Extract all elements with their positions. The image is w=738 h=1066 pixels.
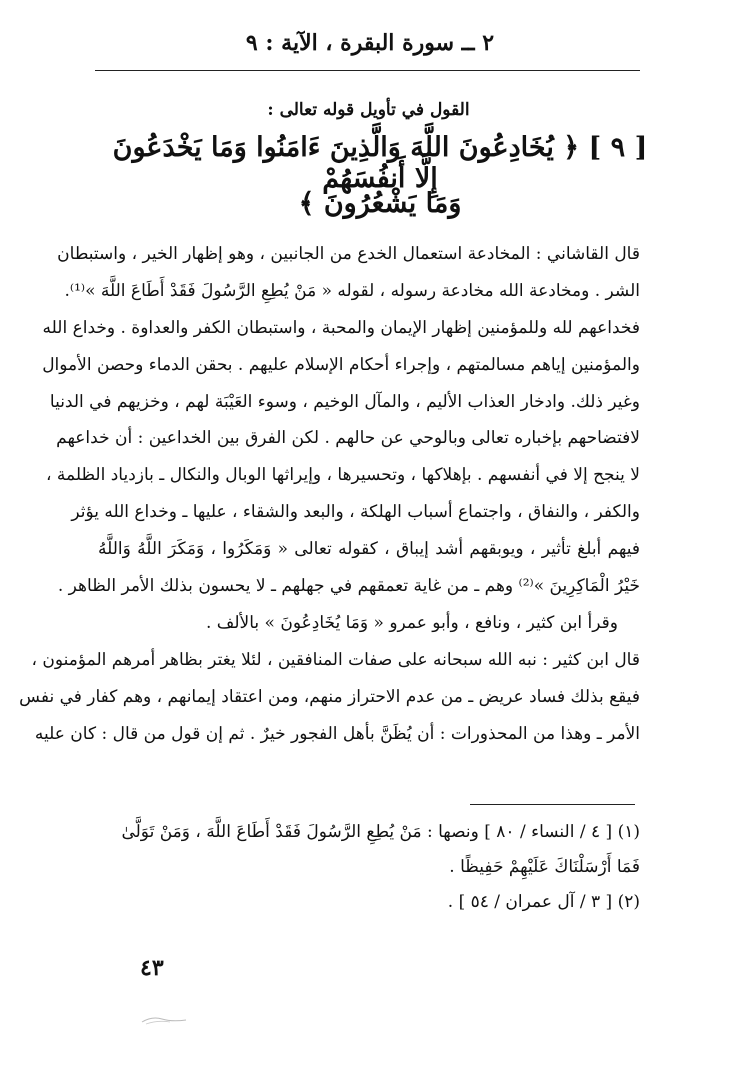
text-line: فخداعهم لله وللمؤمنين إظهار الإيمان والمحبة ، واستبطان الكفر والعداوة . وخداع الله — [42, 317, 640, 338]
text-line: خَيْرُ الْمَاكِرِينَ »⁽²⁾ وهم ـ من غاية تعمقهم في جهلهم ـ لا يحسون بذلك الأمر الظاهر . — [57, 576, 640, 597]
text-line: لافتضاحهم بإخباره تعالى وبالوحي عن حالهم . لكن الفرق بين الخداعين : أن خداعهم — [56, 428, 640, 449]
footnote-rule — [470, 804, 635, 805]
text-line: والكفر ، والنفاق ، واجتماع أسباب الهلكة ، والبعد والشقاء ، عليها ـ وخداع الله يؤثر — [71, 502, 640, 523]
reading-variant-line: وقرأ ابن كثير ، ونافع ، وأبو عمرو « وَمَا يُخَادِعُونَ » بالألف . — [205, 612, 618, 633]
running-header: ٢ ــ سورة البقرة ، الآية : ٩ — [245, 30, 495, 56]
footnote-1: (١) [ ٤ / النساء / ٨٠ ] ونصها : مَنْ يُطِعِ الرَّسُولَ فَقَدْ أَطَاعَ اللَّهَ ، وَمَنْ تَوَلَّىٰ — [121, 822, 640, 842]
footnotes — [98, 815, 640, 920]
footnote-1-continued: فَمَا أَرْسَلْنَاكَ عَلَيْهِمْ حَفِيظًا . — [449, 857, 640, 877]
text-line: فيقع بذلك فساد عريض ـ من عدم الاحتراز منهم، ومن اعتقاد إيمانهم ، وهم كفار في نفس — [19, 686, 640, 707]
footnote-2: (٢) [ ٣ / آل عمران / ٥٤ ] . — [447, 892, 640, 912]
header-rule — [95, 70, 640, 71]
verse-line-1: [ ٩ ] ﴿ يُخَادِعُونَ اللَّهَ وَالَّذِينَ ءَامَنُوا وَمَا يَخْدَعُونَ إِلَّا أَنفُسَهُمْ — [112, 132, 648, 194]
text-line: قال ابن كثير : نبه الله سبحانه على صفات المنافقين ، لئلا يغتر بظاهر أمرهم المؤمنون ، — [31, 649, 640, 670]
text-line: لا ينجح إلا في أنفسهم . بإهلاكها ، وتحسيرها ، وإيراثها الوبال والنكال ـ بازدياد الظلمة ، — [46, 465, 640, 486]
page-number: ٤٣ — [140, 955, 164, 981]
text-line: الشر . ومخادعة الله مخادعة رسوله ، لقوله « مَنْ يُطِعِ الرَّسُولَ فَقَدْ أَطَاعَ اللَّهَ »⁽¹⁾. — [64, 280, 640, 301]
text-line: فيهم أبلغ تأثير ، ويوبقهم أشد إيباق ، كقوله تعالى « وَمَكَرُوا ، وَمَكَرَ اللَّهُ وَاللَّهُ — [98, 539, 640, 560]
text-line: الأمر ـ وهذا من المحذورات : أن يُظَنَّ بأهل الفجور خيرٌ . ثم إن قول من قال : كان عليه — [34, 723, 640, 744]
text-line: وغير ذلك. وادخار العذاب الأليم ، والمآل الوخيم ، وسوء العَيْبَة لهم ، وخزيهم في الدنيا — [49, 391, 640, 412]
scan-smudge — [140, 1012, 188, 1026]
text-line: والمؤمنين إياهم مسالمتهم ، وإجراء أحكام الإسلام عليهم . بحقن الدماء وحصن الأموال — [42, 354, 640, 375]
main-text — [19, 236, 640, 752]
section-heading: القول في تأويل قوله تعالى : — [267, 100, 470, 120]
text-line: قال القاشاني : المخادعة استعمال الخدع من الجانبين ، وهو إظهار الخير ، واستبطان — [57, 244, 640, 264]
verse-line-2: وَمَا يَشْعُرُونَ ﴾ — [298, 188, 462, 219]
